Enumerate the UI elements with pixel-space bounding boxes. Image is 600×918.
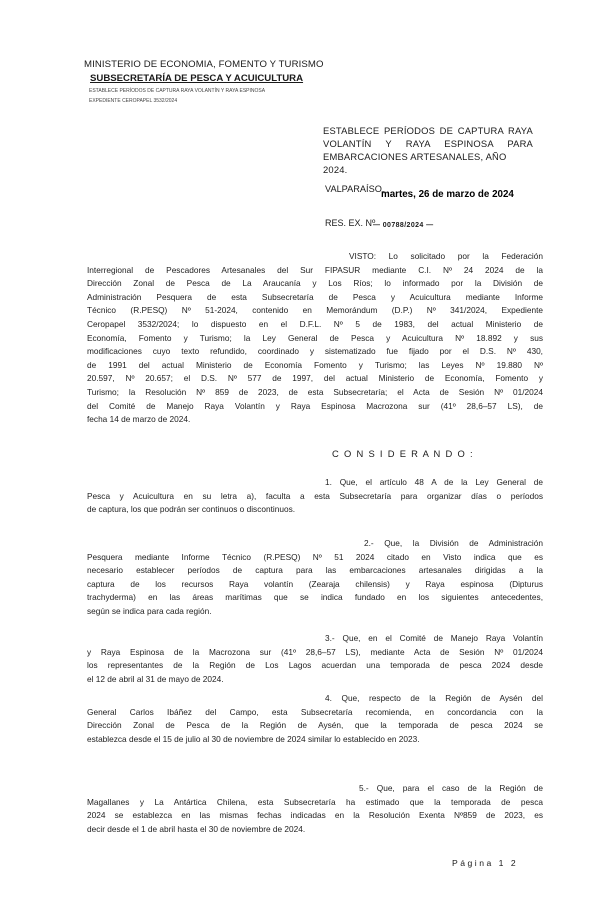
visto-line: Administración Pesquera de esta Subsecretaría de Pesca y Acuicultura mediante Informe <box>87 291 543 302</box>
visto-line: VISTO: Lo solicitado por la Federación <box>349 251 543 261</box>
title-line-2: VOLANTÍN Y RAYA ESPINOSA PARA <box>323 138 533 149</box>
considerando-line: 2024 se establezca en las mismas fechas indicadas en la Resolución Exenta Nº859 de 2023, es <box>87 810 543 821</box>
visto-line: fecha 14 de marzo de 2024. <box>87 414 191 425</box>
subsecretaria-header: SUBSECRETARÍA DE PESCA Y ACUICULTURA <box>90 73 304 84</box>
considerando-line: Pesquera mediante Informe Técnico (R.PESQ) Nº 51 2024 citado en Visto indica que es <box>87 551 543 562</box>
considerando-line: Magallanes y La Antártica Chilena, esta Subsecretaría ha estimado que la temporada de pesca <box>87 796 543 807</box>
resolution-date: martes, 26 de marzo de 2024 <box>381 189 514 200</box>
considerando-line: General Carlos Ibáñez del Campo, esta Subsecretaría recomienda, en concordancia con la <box>87 706 543 717</box>
considerando-line: trachyderma) en las áreas marítimas que se indica fundado en los siguientes antecedentes, <box>87 592 543 603</box>
visto-line: Técnico (R.PESQ) Nº 51-2024, contenido en Memorándum (D.P.) Nº 341/2024, Expediente <box>87 305 543 316</box>
place-label: VALPARAÍSO, <box>325 184 385 194</box>
considerando-line: captura de los recursos Raya volantín (Zearaja chilensis) y Raya espinosa (Dipturus <box>87 578 543 589</box>
considerando-line: de captura, los que podrán ser continuos o discontinuos. <box>87 504 296 515</box>
considerando-line: establezca desde el 15 de julio al 30 de noviembre de 2024 similar lo establecido en 2023. <box>87 733 420 744</box>
header-small-line-2: EXPEDIENTE CEROPAPEL 3532/2024 <box>89 98 178 104</box>
title-line-3: EMBARCACIONES ARTESANALES, AÑO 2024. <box>323 151 507 175</box>
considerando-line: necesario establecer períodos de captura para las embarcaciones artesanales dirigidas a la <box>87 565 543 576</box>
header-small-line-1: ESTABLECE PERÍODOS DE CAPTURA RAYA VOLANTÍN Y RAYA ESPINOSA <box>89 88 266 94</box>
considerando-line: 4. Que, respecto de la Región de Aysén del <box>325 693 543 703</box>
considerando-4 <box>87 692 543 746</box>
considerando-1 <box>87 476 543 517</box>
page-number: Página 1 2 <box>452 858 519 868</box>
considerando-line: Pesca y Acuicultura en su letra a), faculta a esta Subsecretaría para organizar días o períodos <box>87 490 543 501</box>
visto-line: Dirección Zonal de Pesca de La Araucanía y Los Ríos; lo informado por la División de <box>87 278 543 289</box>
visto-line: Interregional de Pescadores Artesanales del Sur FIPASUR mediante C.I. Nº 24 2024 de la <box>87 264 543 275</box>
visto-line: modificaciones cuyo texto refundido, coordinado y sistematizado fue fijado por el D.S. Nº 430, <box>87 346 543 357</box>
considerando-line: y Raya Espinosa de la Macrozona sur (41º 28,6–57 LS), mediante Acta de Sesión Nº 01/2024 <box>87 646 543 657</box>
visto-line: Ceropapel 3532/2024; lo dispuesto en el D.F.L. Nº 5 de 1983, del actual Ministerio de <box>87 318 543 329</box>
considerando-line: 3.- Que, en el Comité de Manejo Raya Volantín <box>325 633 543 643</box>
title-line-1: ESTABLECE PERÍODOS DE CAPTURA RAYA <box>323 125 533 136</box>
considerando-line: los representantes de la Región de Los Lagos acuerdan una temporada de pesca 2024 desde <box>87 660 543 671</box>
considerando-line: 5.- Que, para el caso de la Región de <box>359 783 543 793</box>
visto-paragraph <box>87 250 543 427</box>
considerando-5 <box>87 782 543 836</box>
resolution-number: — 00788/2024 — <box>373 222 434 229</box>
considerando-line: el 12 de abril al 31 de mayo de 2024. <box>87 673 224 684</box>
visto-line: Turismo; la Resolución Nº 859 de 2023, de esta Subsecretaría; el Acta de Sesión Nº 01/2024 <box>87 386 543 397</box>
visto-line: Economía, Fomento y Turismo; la Ley General de Pesca y Acuicultura Nº 18.892 y sus <box>87 332 543 343</box>
resolution-title <box>323 124 533 176</box>
considerando-line: Dirección Zonal de Pesca de la Región de Aysén, que la temporada de pesca 2024 se <box>87 720 543 731</box>
considerando-2 <box>87 537 543 619</box>
visto-line: del Comité de Manejo Raya Volantín y Raya Espinosa Macrozona sur (41º 28,6–57 LS), de <box>87 400 543 411</box>
visto-line: 20.597, Nº 20.657; el D.S. Nº 577 de 1997, del actual Ministerio de Economía, Fomento y <box>87 373 543 384</box>
considerando-line: 1. Que, el artículo 48 A de la Ley General de <box>325 477 543 487</box>
visto-line: de 1991 del actual Ministerio de Economía Fomento y Turismo; las Leyes Nº 19.880 Nº <box>87 359 543 370</box>
considerando-3 <box>87 632 543 686</box>
considerando-line: según se indica para cada región. <box>87 605 212 616</box>
considerando-line: decir desde el 1 de abril hasta el 30 de noviembre de 2024. <box>87 823 306 834</box>
resolution-label: RES. EX. Nº <box>325 218 376 228</box>
considerando-line: 2.- Que, la División de Administración <box>364 538 543 548</box>
ministry-header: MINISTERIO DE ECONOMIA, FOMENTO Y TURISMO <box>84 59 324 70</box>
considerando-heading: C O N S I D E R A N D O : <box>332 448 474 459</box>
